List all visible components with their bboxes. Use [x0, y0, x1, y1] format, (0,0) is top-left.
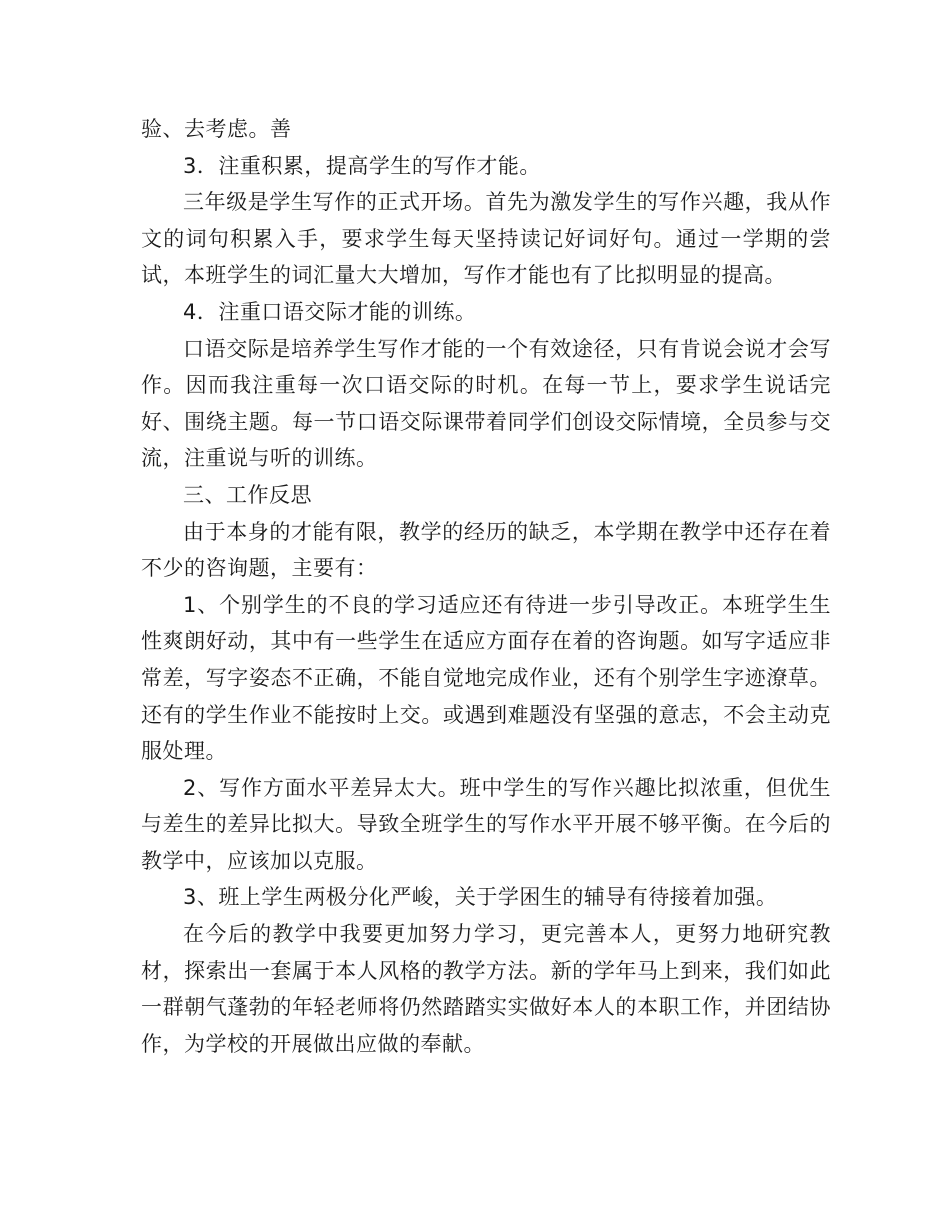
paragraph-oral-communication: 口语交际是培养学生写作才能的一个有效途径，只有肯说会说才会写作。因而我注重每一次口语交际的时机。在每一节上，要求学生说话完好、围绕主题。每一节口语交际课带着同学们创设交际情境，全员参与交流，注重说与听的训练。: [141, 336, 831, 471]
paragraph-issue-writing-gap: 2、写作方面水平差异太大。班中学生的写作兴趣比拟浓重，但优生与差生的差异比拟大。导致全班学生的写作水平开展不够平衡。在今后的教学中，应该加以克服。: [141, 775, 831, 873]
paragraph-issue-habits: 1、个别学生的不良的学习适应还有待进一步引导改正。本班学生生性爽朗好动，其中有一些学生在适应方面存在着的咨询题。如写字适应非常差，写字姿态不正确，不能自觉地完成作业，还有个别学生字迹潦草。还有的学生作业不能按时上交。或遇到难题没有坚强的意志，不会主动克服处理。: [141, 592, 831, 764]
heading-work-reflection: 三、工作反思: [183, 482, 312, 507]
paragraph-reflection-intro: 由于本身的才能有限，教学的经历的缺乏，本学期在教学中还存在着不少的咨询题，主要有：: [141, 519, 831, 581]
paragraph-issue-polarization: 3、班上学生两极分化严峻，关于学困生的辅导有待接着加强。: [183, 885, 778, 910]
paragraph-future-plan: 在今后的教学中我要更加努力学习，更完善本人，更努力地研究教材，探索出一套属于本人风格的教学方法。新的学年马上到来，我们如此一群朝气蓬勃的年轻老师将仍然踏踏实实做好本人的本职工作，并团结协作，为学校的开展做出应做的奉献。: [141, 922, 831, 1056]
heading-accumulation: 3．注重积累，提高学生的写作才能。: [183, 153, 541, 178]
heading-oral-communication: 4．注重口语交际才能的训练。: [183, 299, 477, 324]
document-body: [141, 111, 831, 1062]
paragraph-writing-start: 三年级是学生写作的正式开场。首先为激发学生的写作兴趣，我从作文的词句积累入手，要求学生每天坚持读记好词好句。通过一学期的尝试，本班学生的词汇量大大增加，写作才能也有了比拟明显的提高。: [141, 190, 831, 288]
paragraph-continuation: 验、去考虑。善: [141, 117, 292, 141]
